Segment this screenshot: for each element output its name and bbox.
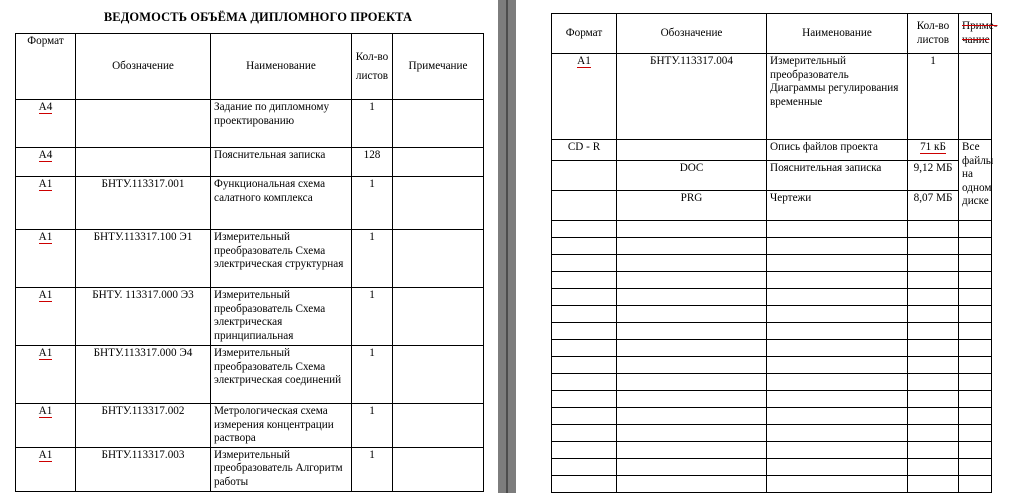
empty-cell [767,459,908,476]
cell-sheets: 8,07 МБ [908,191,959,221]
empty-cell [959,408,992,425]
page-edge [506,0,508,493]
header-format: Формат [552,14,617,54]
empty-cell [617,238,767,255]
cell-note [393,288,484,346]
empty-cell [908,272,959,289]
table-row [552,140,992,161]
cell-sheets: 71 кБ [908,140,959,161]
cell-note [959,54,992,140]
empty-cell [767,391,908,408]
empty-cell [552,425,617,442]
table-row-empty [552,476,992,493]
empty-cell [617,272,767,289]
empty-cell [617,476,767,493]
header-sheets: Кол-во листов [352,34,393,100]
empty-cell [908,459,959,476]
cell-name: Измерительный преобразователь Схема электрическая соединений [211,346,352,404]
cell-name: Метрологическая схема измерения концентрации раствора [211,404,352,448]
empty-cell [552,306,617,323]
empty-cell [767,272,908,289]
cell-designation: БНТУ.113317.004 [617,54,767,140]
empty-cell [552,272,617,289]
header-designation: Обозначение [617,14,767,54]
table-row-empty [552,255,992,272]
cell-format: А1 [16,177,76,230]
empty-cell [959,425,992,442]
cell-format: CD - R [552,140,617,161]
empty-cell [908,408,959,425]
table-row [16,288,484,346]
table-row-empty [552,374,992,391]
empty-cell [908,391,959,408]
empty-cell [617,323,767,340]
cell-sheets: 1 [352,404,393,448]
cell-sheets: 1 [352,230,393,288]
cell-format: А1 [16,230,76,288]
empty-cell [767,476,908,493]
empty-cell [908,425,959,442]
cell-format [552,161,617,191]
empty-cell [552,221,617,238]
empty-cell [552,323,617,340]
empty-cell [959,391,992,408]
cell-designation: DOC [617,161,767,191]
empty-cell [617,391,767,408]
empty-cell [908,442,959,459]
table-row [552,54,992,140]
cell-format: А1 [16,404,76,448]
document-title: ВЕДОМОСТЬ ОБЪЁМА ДИПЛОМНОГО ПРОЕКТА [103,10,413,24]
empty-cell [767,306,908,323]
empty-cell [959,238,992,255]
table-row-empty [552,272,992,289]
cell-format: А1 [16,346,76,404]
table-header-row [16,34,484,100]
cell-note [393,447,484,491]
cell-note [393,177,484,230]
table-row [16,404,484,448]
empty-cell [959,459,992,476]
header-name: Наименование [767,14,908,54]
empty-rows [552,221,992,493]
empty-cell [959,272,992,289]
empty-cell [767,374,908,391]
table-row [16,148,484,177]
header-note: Примечание [393,34,484,100]
cell-sheets: 1 [352,100,393,148]
table-header-row [552,14,992,54]
empty-cell [767,255,908,272]
table-row [16,447,484,491]
header-name: Наименование [211,34,352,100]
volume-table-right [551,13,998,493]
cell-designation: БНТУ.113317.001 [76,177,211,230]
cell-format: А1 [552,54,617,140]
empty-cell [959,357,992,374]
cell-name: Измерительный преобразователь Схема электрическая структурная [211,230,352,288]
cell-format: А1 [16,288,76,346]
table-row [16,100,484,148]
cell-sheets: 1 [352,177,393,230]
empty-cell [959,306,992,323]
empty-cell [959,442,992,459]
cell-name: Пояснительная записка [211,148,352,177]
page-gap [498,0,516,493]
table-row-empty [552,408,992,425]
empty-cell [908,357,959,374]
empty-cell [908,255,959,272]
empty-cell [617,306,767,323]
empty-cell [767,289,908,306]
table-row [552,191,992,221]
empty-cell [959,289,992,306]
document-page-right [516,0,1024,493]
table-row-empty [552,306,992,323]
cell-name: Измерительный преобразователь Схема электрическая принципиальная [211,288,352,346]
cell-designation: БНТУ.113317.002 [76,404,211,448]
table-row-empty [552,391,992,408]
empty-cell [767,221,908,238]
table-row-empty [552,289,992,306]
table-row-empty [552,340,992,357]
cell-designation: БНТУ.113317.000 Э4 [76,346,211,404]
header-format: Формат [16,34,76,100]
empty-cell [617,357,767,374]
empty-cell [767,425,908,442]
empty-cell [908,374,959,391]
cell-name: Опись файлов проекта [767,140,908,161]
empty-cell [908,289,959,306]
cell-note: Все файлы на одном диске [959,140,992,221]
table-row-empty [552,357,992,374]
empty-cell [908,323,959,340]
cell-designation: БНТУ.113317.100 Э1 [76,230,211,288]
cell-note [393,346,484,404]
cell-name: Измерительный преобразователь Алгоритм работы [211,447,352,491]
empty-cell [767,238,908,255]
empty-cell [767,323,908,340]
empty-cell [552,459,617,476]
empty-cell [959,476,992,493]
table-row-empty [552,442,992,459]
cell-designation [76,100,211,148]
cell-sheets: 1 [352,447,393,491]
cell-format: А4 [16,100,76,148]
empty-cell [767,408,908,425]
empty-cell [552,391,617,408]
empty-cell [908,238,959,255]
empty-cell [552,340,617,357]
empty-cell [767,340,908,357]
empty-cell [959,255,992,272]
cell-name: Измерительный преобразователь Диаграммы регулирования временные [767,54,908,140]
empty-cell [552,374,617,391]
empty-cell [908,476,959,493]
empty-cell [959,374,992,391]
table-row [16,177,484,230]
empty-cell [908,306,959,323]
cell-format [552,191,617,221]
empty-cell [617,425,767,442]
table-row [552,161,992,191]
cell-note [393,148,484,177]
cell-designation [617,140,767,161]
table-row [16,230,484,288]
cell-sheets: 128 [352,148,393,177]
empty-cell [767,357,908,374]
cell-name: Пояснительная записка [767,161,908,191]
empty-cell [617,442,767,459]
empty-cell [617,459,767,476]
empty-cell [552,289,617,306]
cell-sheets: 1 [352,346,393,404]
empty-cell [959,221,992,238]
cell-sheets: 9,12 МБ [908,161,959,191]
empty-cell [767,442,908,459]
empty-cell [617,340,767,357]
cell-note [393,230,484,288]
empty-cell [617,289,767,306]
empty-cell [959,323,992,340]
cell-designation [76,148,211,177]
empty-cell [959,340,992,357]
empty-cell [908,221,959,238]
table-row-empty [552,323,992,340]
cell-name: Функциональная схема салатного комплекса [211,177,352,230]
cell-designation: PRG [617,191,767,221]
empty-cell [908,340,959,357]
empty-cell [552,476,617,493]
empty-cell [552,238,617,255]
document-page-left [0,0,498,493]
table-row-empty [552,425,992,442]
empty-cell [552,357,617,374]
empty-cell [552,442,617,459]
cell-sheets: 1 [908,54,959,140]
cell-name: Задание по дипломному проектированию [211,100,352,148]
cell-name: Чертежи [767,191,908,221]
table-row-empty [552,459,992,476]
header-designation: Обозначение [76,34,211,100]
table-row [16,346,484,404]
cell-note [393,404,484,448]
table-row-empty [552,238,992,255]
empty-cell [617,374,767,391]
empty-cell [552,408,617,425]
empty-cell [617,408,767,425]
cell-note [393,100,484,148]
table-row-empty [552,221,992,238]
volume-table-left [15,33,484,492]
header-sheets: Кол-во листов [908,14,959,54]
header-note: Приме-чание [959,14,992,54]
cell-sheets: 1 [352,288,393,346]
cell-designation: БНТУ.113317.003 [76,447,211,491]
cell-format: А1 [16,447,76,491]
cell-designation: БНТУ. 113317.000 Э3 [76,288,211,346]
empty-cell [617,221,767,238]
empty-cell [617,255,767,272]
cell-format: А4 [16,148,76,177]
empty-cell [552,255,617,272]
